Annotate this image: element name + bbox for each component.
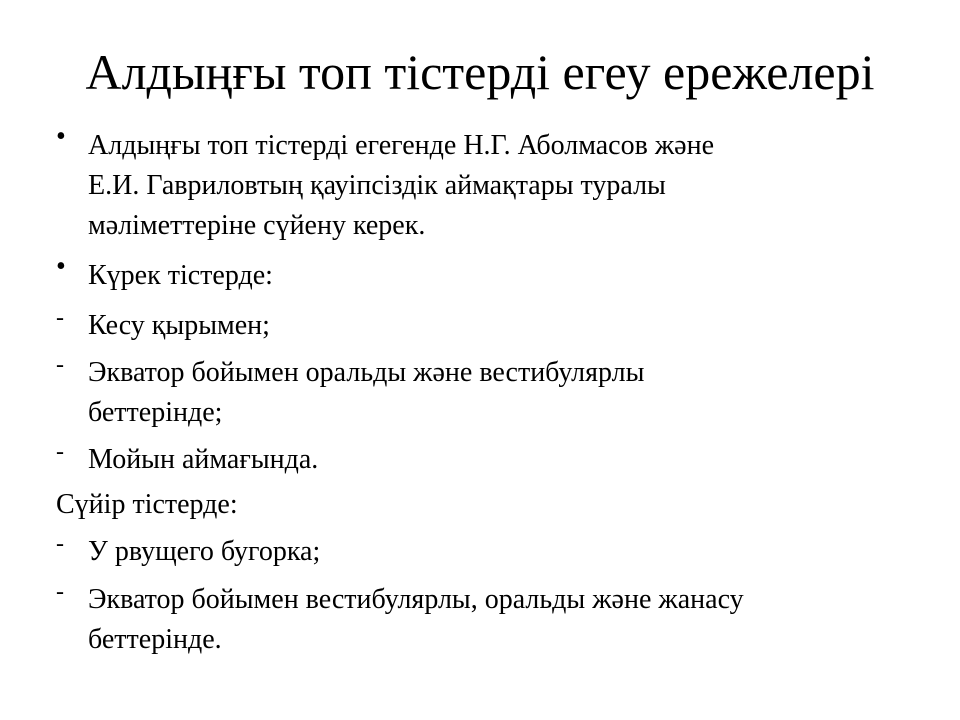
- dash-text: [88, 580, 928, 660]
- bullet-text: [88, 126, 928, 246]
- dash-text: [88, 532, 928, 572]
- dash-text: [88, 353, 928, 433]
- text-line: Алдыңғы топ тістерді егегенде Н.Г. Аболмасов және: [88, 130, 715, 161]
- section-text: [56, 485, 896, 525]
- text-line: Экватор бойымен вестибулярлы, оральды және жанасу: [88, 584, 744, 615]
- text-line: Мойын аймағында.: [88, 444, 319, 475]
- text-line: Күрек тістерде:: [88, 260, 273, 291]
- text-line: У рвущего бугорка;: [88, 536, 321, 567]
- dash-marker: -: [56, 531, 64, 557]
- dash-marker: -: [56, 305, 64, 331]
- text-line: Е.И. Гавриловтың қауіпсіздік аймақтары туралы: [88, 170, 666, 201]
- text-line: беттерінде.: [88, 624, 222, 655]
- bullet-marker: •: [56, 121, 66, 152]
- dash-text: [88, 440, 928, 480]
- bullet-text: [88, 256, 928, 296]
- text-line: беттерінде;: [88, 397, 223, 428]
- bullet-marker: •: [56, 251, 66, 282]
- dash-marker: -: [56, 439, 64, 465]
- text-line: Кесу қырымен;: [88, 310, 270, 341]
- slide-title: Алдыңғы топ тістерді егеу ережелері: [85, 44, 875, 100]
- dash-text: [88, 306, 928, 346]
- text-line: мәліметтеріне сүйену керек.: [88, 210, 426, 241]
- text-line: Экватор бойымен оральды және вестибулярлы: [88, 357, 645, 388]
- text-line: Сүйір тістерде:: [56, 489, 238, 520]
- dash-marker: -: [56, 352, 64, 378]
- dash-marker: -: [56, 579, 64, 605]
